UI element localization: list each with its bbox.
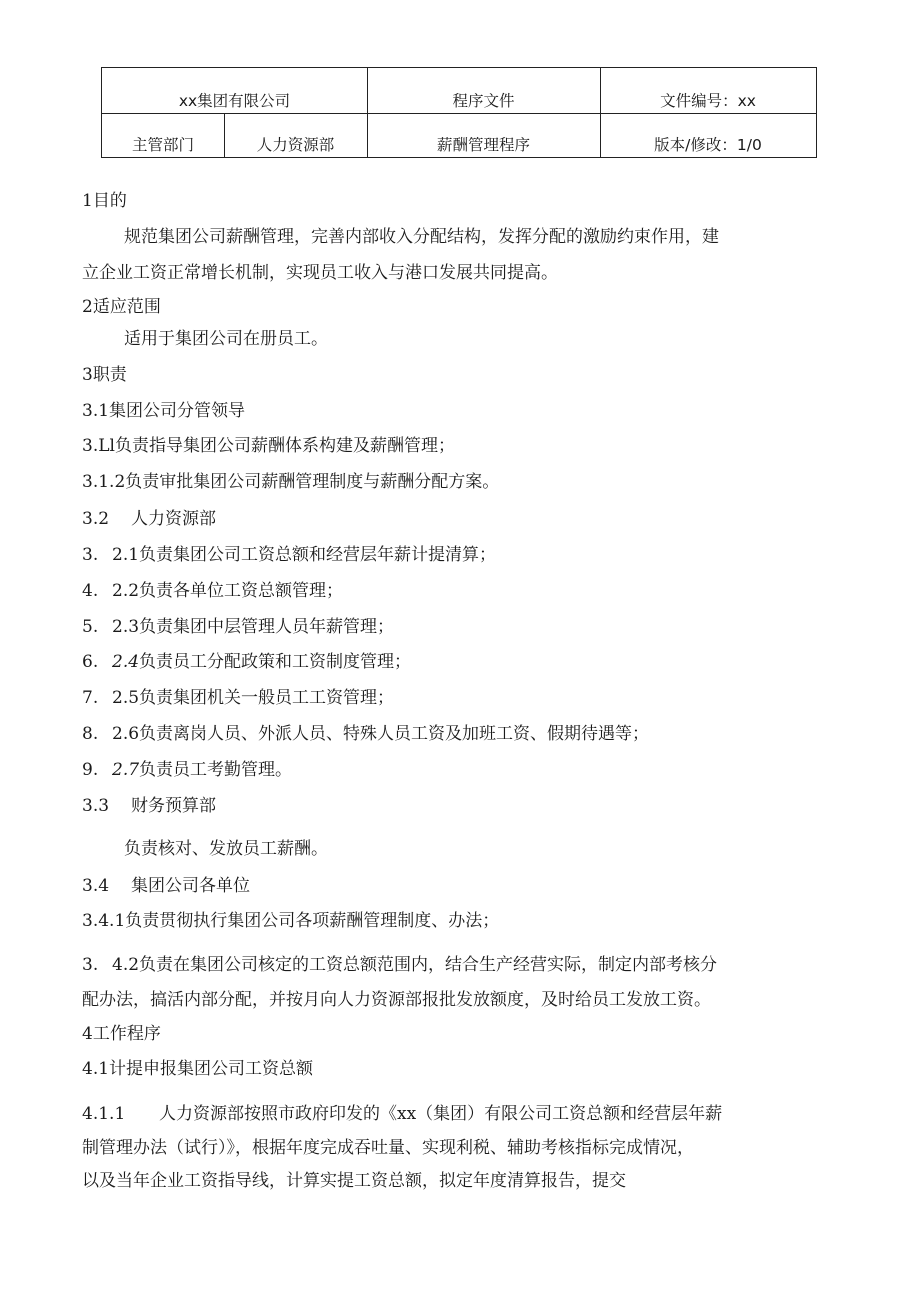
company-name: xx集团有限公司 <box>178 92 291 110</box>
section-4-1-heading: 4.1计提申报集团公司工资总额 <box>82 1059 314 1079</box>
list-item: 7. 2.5负责集团机关一般员工工资管理； <box>82 688 395 708</box>
version-info: 版本/修改：1/0 <box>654 136 762 154</box>
section-1-para-line1: 规范集团公司薪酬管理，完善内部收入分配结构，发挥分配的激励约束作用，建 <box>124 227 719 247</box>
item-4-1-1-line1: 4.1.1 人力资源部按照市政府印发的《xx（集团）有限公司工资总额和经营层年薪 <box>82 1104 723 1124</box>
list-item: 9. 2.7负责员工考勤管理。 <box>82 760 293 780</box>
list-item: 5. 2.3负责集团中层管理人员年薪管理； <box>82 617 395 637</box>
item-3-1-2: 3.1.2负责审批集团公司薪酬管理制度与薪酬分配方案。 <box>82 472 500 492</box>
section-2-para: 适用于集团公司在册员工。 <box>124 329 328 349</box>
doc-type: 程序文件 <box>452 92 515 110</box>
section-1-heading: 1目的 <box>82 191 127 211</box>
item-3-4-2-line2: 配办法，搞活内部分配，并按月向人力资源部报批发放额度，及时给员工发放工资。 <box>82 990 711 1010</box>
section-2-heading: 2适应范围 <box>82 297 161 317</box>
dept-label: 主管部门 <box>131 136 194 154</box>
list-item: 3. 2.1负责集团公司工资总额和经营层年薪计提清算； <box>82 545 497 565</box>
item-4-1-1-line3: 以及当年企业工资指导线，计算实提工资总额，拟定年度清算报告，提交 <box>82 1171 626 1191</box>
item-4-1-1-line2: 制管理办法（试行）》，根据年度完成吞吐量、实现利税、辅助考核指标完成情况， <box>82 1138 694 1158</box>
section-1-para-line2: 立企业工资正常增长机制，实现员工收入与港口发展共同提高。 <box>82 263 558 283</box>
section-3-3-heading: 3.3 财务预算部 <box>82 796 217 816</box>
section-3-2-heading: 3.2 人力资源部 <box>82 509 217 529</box>
list-item: 8. 2.6负责离岗人员、外派人员、特殊人员工资及加班工资、假期待遇等； <box>82 724 650 744</box>
section-4-heading: 4工作程序 <box>82 1024 161 1044</box>
list-item: 6. 2.4负责员工分配政策和工资制度管理； <box>82 652 412 672</box>
item-3-4-2-line1: 3. 4.2负责在集团公司核定的工资总额范围内，结合生产经营实际，制定内部考核分 <box>82 955 718 975</box>
doc-title: 薪酬管理程序 <box>436 136 530 154</box>
section-3-1-heading: 3.1集团公司分管领导 <box>82 401 246 421</box>
doc-number: 文件编号：xx <box>660 92 756 110</box>
document-header-table <box>101 67 817 158</box>
dept-value: 人力资源部 <box>256 136 335 154</box>
list-item: 4. 2.2负责各单位工资总额管理； <box>82 581 344 601</box>
section-3-3-para: 负责核对、发放员工薪酬。 <box>124 839 328 859</box>
section-3-heading: 3职责 <box>82 365 127 385</box>
item-3-4-1: 3.4.1负责贯彻执行集团公司各项薪酬管理制度、办法； <box>82 911 500 931</box>
item-3-1-1: 3.Ll负责指导集团公司薪酬体系构建及薪酬管理； <box>82 436 455 456</box>
section-3-4-heading: 3.4 集团公司各单位 <box>82 876 251 896</box>
